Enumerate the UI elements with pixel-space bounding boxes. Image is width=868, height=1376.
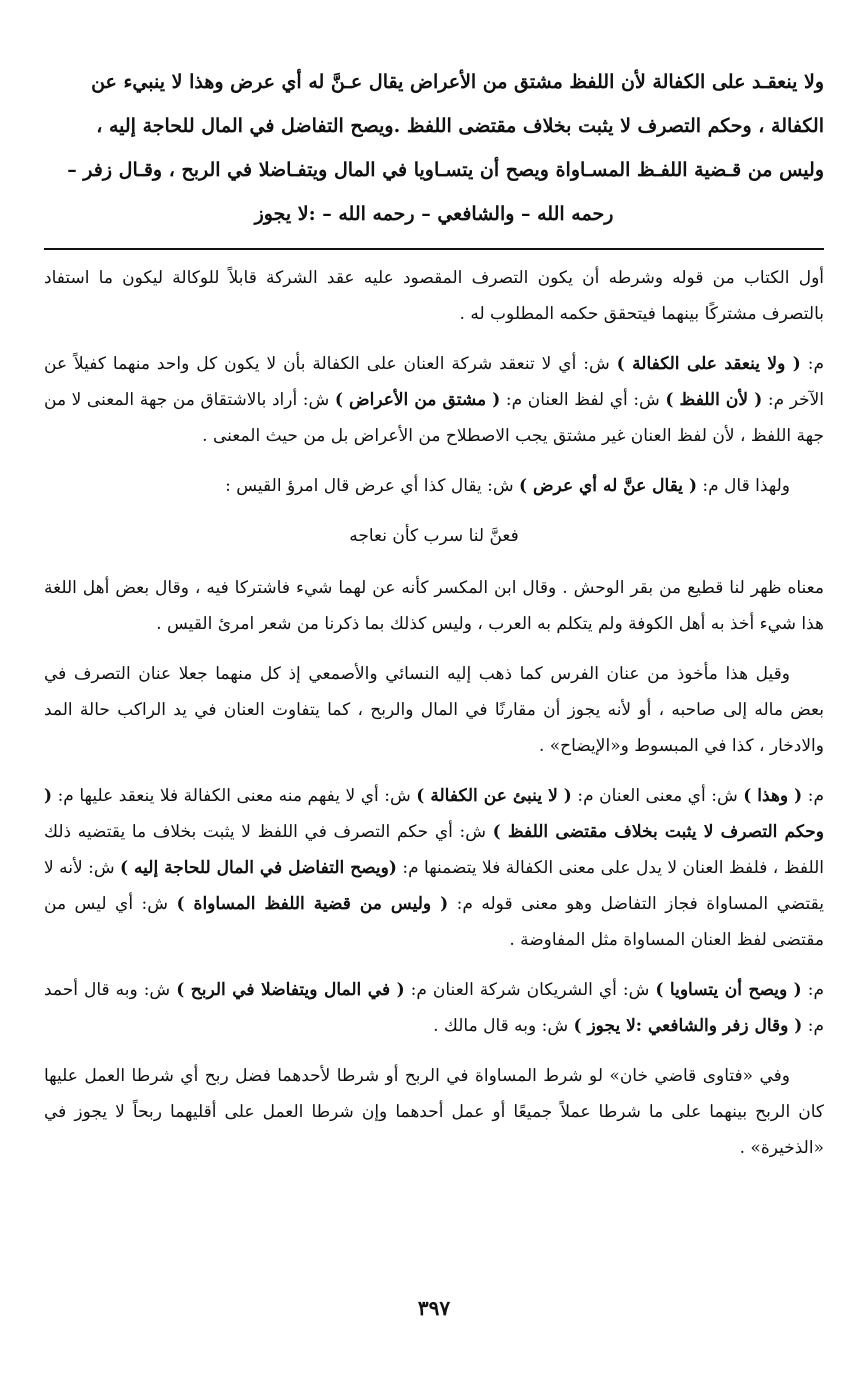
- quoted-matn: ( وهذا ): [743, 786, 803, 806]
- quoted-matn: ( في المال ويتفاضلا في الربح ): [176, 980, 405, 1000]
- paragraph: وقيل هذا مأخوذ من عنان الفرس كما ذهب إليه النسائي والأصمعي إذ كل منهما جعلا عنان التصرف في بعض ماله إلى صاحبه ، أو لأنه يجوز أن مقارنًا في المال والربح ، كما يتفاوت العنان في يد الراكب حالة المد والادخار ، كذا في المبسوط و«الإيضاح» .: [44, 664, 824, 756]
- quoted-matn: ( وحكم التصرف لا يثبت بخلاف مقتضى اللفظ ): [44, 786, 824, 842]
- matn-line: الكفالة ، وحكم التصرف لا يثبت بخلاف مقتضى اللفظ .ويصح التفاضل في المال للحاجة إليه ،: [96, 115, 824, 137]
- matn-line: وليس من قـضية اللفـظ المسـاواة ويصح أن يتسـاويا في المال ويتفـاضلا في الربح ، وقـال زفر –: [67, 159, 824, 181]
- paragraph: [44, 468, 824, 504]
- text-run: ش: أي لا تنعقد شركة العنان على الكفالة بأن لا يكون كل واحد منهما كفيلاً عن الآخر م:: [44, 354, 825, 410]
- quoted-matn: ( ويصح أن يتساويا ): [655, 980, 802, 1000]
- text-run: ولهذا قال م:: [697, 476, 790, 496]
- paragraph: معناه ظهر لنا قطيع من بقر الوحش . وقال ابن المكسر كأنه عن لهما شيء فاشتركا فيه ، وقال بعض أهل اللغة هذا شيء أخذ به أهل الكوفة ولم يتكلم به العرب ، وليس كذلك بما ذكرنا من شعر امرئ القيس .: [44, 578, 824, 634]
- paragraph: [44, 346, 824, 454]
- matn-line: ولا ينعقـد على الكفالة لأن اللفظ مشتق من الأعراض يقال عـنَّ له أي عرض وهذا لا ينبيء عن: [91, 71, 824, 93]
- paragraph: أول الكتاب من قوله وشرطه أن يكون التصرف المقصود عليه عقد الشركة قابلاً للوكالة ليكون ما استفاد بالتصرف مشتركًا بينهما فيتحقق حكمه المطلوب له .: [44, 268, 824, 324]
- quoted-matn: ( وليس من قضية اللفظ المساواة ): [176, 894, 449, 914]
- text-run: ش: وبه قال أحمد م:: [44, 980, 824, 1036]
- quoted-matn: ( لا ينبئ عن الكفالة ): [416, 786, 572, 806]
- quoted-matn: ( مشتق من الأعراض ): [334, 390, 501, 410]
- text-run: م:: [802, 786, 824, 806]
- text-run: ش: أي لا يفهم منه معنى الكفالة فلا ينعقد عليها م:: [52, 786, 417, 806]
- text-run: م:: [800, 354, 824, 374]
- separator-rule: [44, 248, 824, 250]
- text-run: ش: أي معنى العنان م:: [571, 786, 744, 806]
- text-run: ش: وبه قال مالك .: [433, 1016, 574, 1036]
- quoted-matn: ( لأن اللفظ ): [665, 390, 763, 410]
- quoted-matn: ( يقال عنَّ له أي عرض ): [519, 476, 697, 496]
- paragraph: [44, 972, 824, 1044]
- text-run: ش: لأنه لا يقتضي المساواة فجاز التفاضل وهو معنى قوله م:: [44, 858, 824, 914]
- paragraph: [44, 778, 824, 958]
- text-run: ش: أي حكم التصرف في اللفظ لا يثبت بخلاف ما يقتضيه ذلك اللفظ ، فلفظ العنان لا يدل على معنى الكفالة فلا يتضمنها م:: [44, 822, 825, 878]
- poetry-verse: فعنَّ لنا سرب كأن نعاجه: [349, 526, 519, 546]
- matn-text: [44, 60, 824, 236]
- quoted-matn: (ويصح التفاضل في المال للحاجة إليه ): [120, 858, 397, 878]
- paragraph: وفي «فتاوى قاضي خان» لو شرط المساواة في الربح أو شرطا لأحدهما فضل ربح أي شرطا العمل عليها كان الربح بينهما على ما شرطا عملاً جميعًا أو عمل أحدهما وإن شرطا العمل على أقليهما ربحاً لا يجوز في «الذخيرة» .: [44, 1066, 824, 1158]
- matn-line: رحمه الله – والشافعي – رحمه الله – :لا يجوز: [254, 203, 614, 225]
- text-run: ش: أي ليس من مقتضى لفظ العنان المساواة مثل المفاوضة .: [44, 894, 824, 950]
- quoted-matn: ( وقال زفر والشافعي :لا يجوز ): [573, 1016, 803, 1036]
- page-body: [44, 60, 824, 1180]
- page-number: ٣٩٧: [417, 1296, 451, 1320]
- text-run: ش: أي الشريكان شركة العنان م:: [404, 980, 656, 1000]
- text-run: م:: [801, 980, 824, 1000]
- text-run: ش: يقال كذا أي عرض قال امرؤ القيس :: [225, 476, 520, 496]
- text-run: ش: أي لفظ العنان م:: [500, 390, 666, 410]
- text-run: ش: أراد بالاشتقاق من جهة المعنى لا من جهة اللفظ ، لأن لفظ العنان غير مشتق يجب الاصطلاح من الأعراض بل من حيث المعنى .: [44, 390, 824, 446]
- quoted-matn: ( ولا ينعقد على الكفالة ): [616, 354, 801, 374]
- sharh-commentary: [44, 260, 824, 1166]
